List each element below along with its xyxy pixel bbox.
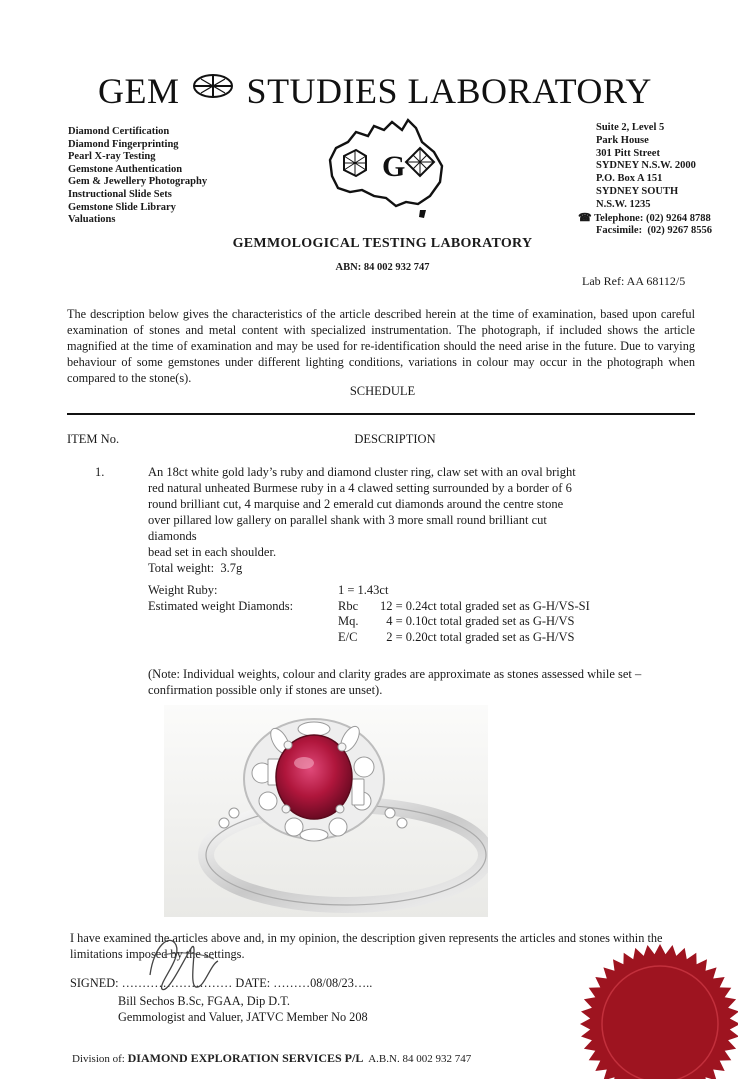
diamond-cut: E/C	[338, 629, 358, 644]
description-line: red natural unheated Burmese ruby in a 4 clawed setting surrounded by a border of 6	[148, 481, 572, 495]
service-item: Gemstone Authentication	[68, 163, 183, 175]
footer-abn: A.B.N. 84 002 932 747	[363, 1053, 472, 1065]
service-item: Gemstone Slide Library	[68, 201, 176, 213]
intro-paragraph: The description below gives the characteristics of the article described herein at the time of examination, based upon careful examination of stones and metal content with specialized instrumentation. The photograph, if included shows the article magnified at the time of examination and may be used for re-identification should the need arise in the future. Due to varying behaviour of some gemstones under different lighting conditions, variations in colour may occur in the photograph when compared to the stone(s).	[67, 307, 695, 385]
australia-gem-logo-icon	[322, 118, 454, 222]
title-studies-laboratory: STUDIES LABORATORY	[246, 71, 652, 111]
grading-note: (Note: Individual weights, colour and clarity grades are approximate as stones assessed while set – confirmation possible only if stones are unset).	[148, 667, 642, 697]
address-line: 301 Pitt Street	[596, 147, 660, 159]
service-item: Valuations	[68, 214, 116, 226]
item-no-heading: ITEM No.	[67, 432, 120, 446]
description-line: bead set in each shoulder.	[148, 545, 277, 559]
gem-emblem-icon	[193, 73, 233, 99]
divider	[67, 413, 695, 415]
service-item: Gem & Jewellery Photography	[68, 176, 208, 188]
wax-seal-icon	[578, 940, 738, 1079]
diamond-detail: 2 = 0.20ct total graded set as G-H/VS	[380, 629, 575, 644]
diamond-detail: 4 = 0.10ct total graded set as G-H/VS	[380, 614, 575, 629]
ruby-weight-value: 1 = 1.43ct	[338, 583, 389, 597]
address-line: Park House	[596, 134, 649, 146]
service-item: Diamond Certification	[68, 126, 170, 137]
address-line: Suite 2, Level 5	[596, 122, 665, 133]
service-item: Diamond Fingerprinting	[68, 138, 179, 150]
ruby-weight-label: Weight Ruby:	[148, 583, 218, 597]
footer-division	[72, 1051, 471, 1066]
description-line: over pillared low gallery on parallel shank with 3 more small round brilliant cut	[148, 513, 547, 527]
description-line: round brilliant cut, 4 marquise and 2 emerald cut diamonds around the centre stone	[148, 497, 564, 511]
lab-address	[578, 122, 713, 238]
total-weight: Total weight: 3.7g	[148, 561, 243, 575]
address-line: SYDNEY SOUTH	[596, 185, 679, 197]
item-number: 1.	[95, 465, 105, 479]
lab-reference: Lab Ref: AA 68112/5	[582, 274, 686, 288]
footer-company: DIAMOND EXPLORATION SERVICES P/L	[127, 1051, 364, 1065]
address-line: P.O. Box A 151	[596, 173, 663, 185]
lab-title	[0, 70, 750, 112]
signature-image	[140, 925, 230, 1000]
diamond-cut: Mq.	[338, 614, 359, 629]
address-line: SYDNEY N.S.W. 2000	[596, 160, 696, 172]
description-line: An 18ct white gold lady’s ruby and diamond cluster ring, claw set with an oval bright	[148, 465, 576, 479]
signer-role: Gemmologist and Valuer, JATVC Member No 208	[118, 1010, 368, 1024]
diamond-detail: 12 = 0.24ct total graded set as G-H/VS-SI	[380, 598, 590, 613]
telephone-icon: ☎	[578, 211, 592, 224]
ruby-ring-image	[164, 705, 488, 917]
logo-letter: G	[382, 150, 406, 183]
signer-name: Bill Sechos B.Sc, FGAA, Dip D.T.	[118, 994, 290, 1008]
diamond-cut: Rbc	[338, 598, 359, 613]
testing-lab-subtitle: GEMMOLOGICAL TESTING LABORATORY	[232, 236, 533, 251]
ring-photo	[164, 705, 488, 917]
services-list	[68, 126, 207, 227]
signed-date-line: SIGNED: ……………………… DATE: ………08/08/23…..	[70, 976, 373, 990]
description-line: diamonds	[148, 529, 197, 543]
description-heading: DESCRIPTION	[354, 432, 436, 446]
signer-block	[118, 993, 368, 1025]
fax-line: Facsimile: (02) 9267 8556	[596, 225, 713, 237]
diamond-weight-label: Estimated weight Diamonds:	[148, 598, 294, 613]
examination-statement: I have examined the articles above and, in my opinion, the description given represents the articles and stones within the limitations imposed by the settings.	[70, 931, 663, 961]
abn-number: ABN: 84 002 932 747	[335, 262, 430, 273]
telephone-line: ☎ Telephone: (02) 9264 8788	[578, 211, 711, 224]
title-gem: GEM	[98, 71, 180, 111]
service-item: Instructional Slide Sets	[68, 188, 172, 200]
footer-prefix: Division of:	[72, 1053, 128, 1065]
service-item: Pearl X-ray Testing	[68, 151, 156, 163]
item-description	[148, 464, 648, 576]
schedule-heading: SCHEDULE	[349, 384, 416, 398]
address-line: N.S.W. 1235	[596, 198, 651, 210]
